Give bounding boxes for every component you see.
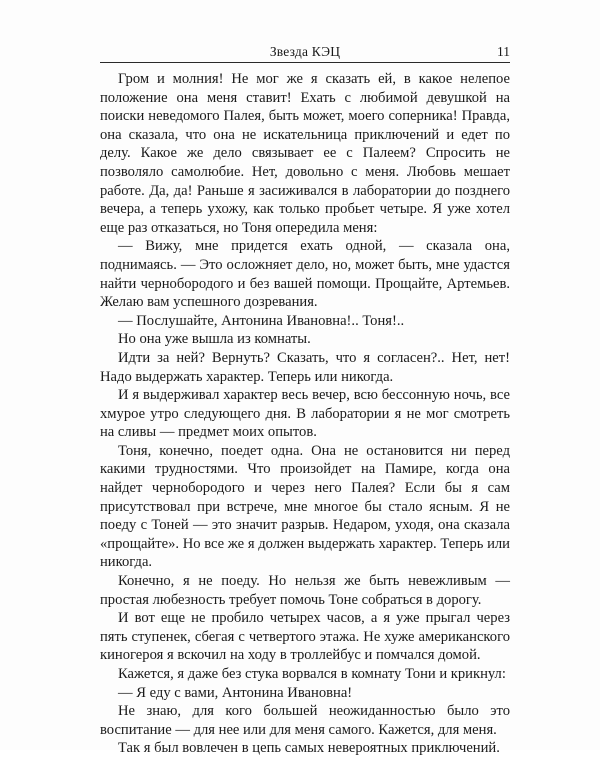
paragraph: Гром и молния! Не мог же я сказать ей, в какое нелепое положение она меня ставит! Ехать с любимой девушкой на поиски неведомого Палея, быть может, моего соперника! Правда, она сказала, что она не искательница приключений и едет по делу. Какое же дело связывает ее с Палеем? Спросить не позволяло самолюбие. Нет, довольно с меня. Любовь мешает работе. Да, да! Раньше я засиживался в лаборатории до позднего вечера, а теперь ухожу, как только пробьет четыре. Я уже хотел еще раз отказаться, но Тоня опередила меня: xyxy=(100,71,510,236)
paragraph: Тоня, конечно, поедет одна. Она не остановится ни перед какими трудностями. Что произойдет на Памире, когда она найдет чернобородого и через него Палея? Если бы я сам присутствовал при встрече, мне многое бы стало ясным. Я не поеду с Тоней — это значит разрыв. Недаром, уходя, она сказала «прощайте». Но все же я должен выдержать характер. Теперь или никогда. xyxy=(100,442,510,571)
paragraph: И я выдерживал характер весь вечер, всю бессонную ночь, все хмурое утро следующего дня. В лаборатории я не мог смотреть на сливы — предмет моих опытов. xyxy=(100,387,510,441)
paragraph: — Вижу, мне придется ехать одной, — сказала она, поднимаясь. — Это осложняет дело, но, может быть, мне удастся найти чернобородого и без вашей помощи. Прощайте, Артемьев. Желаю вам успешного дозревания. xyxy=(100,238,510,311)
paragraph: И вот еще не пробило четырех часов, а я уже прыгал через пять ступенек, сбегая с четвертого этажа. Не хуже американского киногероя я вскочил на ходу в троллейбус и помчался домой. xyxy=(100,610,510,664)
paragraph: Идти за ней? Вернуть? Сказать, что я согласен?.. Нет, нет! Надо выдержать характер. Теперь или никогда. xyxy=(100,349,510,385)
paragraph: Так я был вовлечен в цепь самых невероятных приключений. xyxy=(118,740,500,757)
paragraph: Кажется, я даже без стука ворвался в комнату Тони и крикнул: xyxy=(118,666,506,682)
paragraph: Но она уже вышла из комнаты. xyxy=(118,331,311,348)
running-header-title: Звезда КЭЦ xyxy=(269,44,341,59)
header-rule xyxy=(100,62,510,63)
paragraph: Конечно, я не поеду. Но нельзя же быть невежливым — простая любезность требует помочь Тоне собраться в дорогу. xyxy=(100,573,510,608)
paragraph: — Я еду с вами, Антонина Ивановна! xyxy=(118,684,353,701)
page-number: 11 xyxy=(497,44,510,59)
body-text xyxy=(100,70,510,758)
paragraph: — Послушайте, Антонина Ивановна!.. Тоня!.. xyxy=(118,312,405,329)
paragraph: Не знаю, для кого большей неожиданностью было это воспитание — для нее или для меня самого. Кажется, для меня. xyxy=(100,703,510,738)
